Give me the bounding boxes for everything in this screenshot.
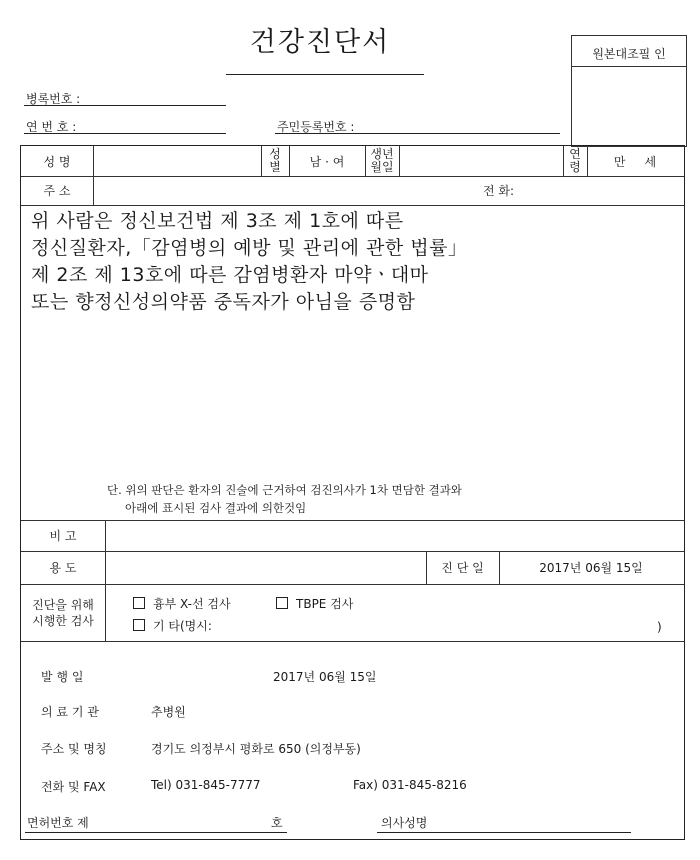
issue-date-label: 발 행 일: [41, 670, 84, 684]
address-label: 주 소: [43, 184, 71, 198]
sex-label-2: 별: [269, 160, 281, 174]
license-number-suffix: 호: [271, 816, 283, 830]
certificate-line: 정신질환자,「감염병의 예방 및 관리에 관한 법률」: [31, 237, 468, 259]
birth-date-field[interactable]: [399, 146, 563, 176]
diagnosis-date-label: 진 단 일: [441, 561, 484, 575]
age-field[interactable]: 만 세: [613, 154, 657, 169]
diagnosis-date-value: 2017년 06월 15일: [539, 561, 643, 575]
name-label: 성 명: [43, 154, 71, 169]
purpose-label: 용 도: [49, 561, 77, 575]
remarks-field[interactable]: [105, 520, 683, 551]
note-line-1: 단. 위의 판단은 환자의 진술에 근거하여 검진의사가 1차 면담한 결과와: [107, 483, 462, 497]
record-number-label: 병록번호 :: [26, 92, 81, 106]
age-label-1: 연: [569, 147, 581, 161]
purpose-field[interactable]: [105, 551, 426, 584]
chest-xray-label: 흉부 X-선 검사: [153, 597, 231, 611]
name-field[interactable]: [93, 146, 261, 176]
tbpe-checkbox[interactable]: [276, 597, 288, 609]
chest-xray-checkbox[interactable]: [133, 597, 145, 609]
sex-label-1: 성: [269, 147, 281, 161]
birth-label-2: 월일: [370, 160, 394, 174]
serial-number-label: 연 번 호 :: [26, 120, 77, 134]
age-label-2: 령: [569, 160, 581, 174]
phone-fax-label: 전화 및 FAX: [41, 780, 106, 794]
certificate-line: 제 2조 제 13호에 따른 감염병환자 마약ㆍ대마: [31, 264, 429, 286]
other-test-option[interactable]: [133, 617, 212, 634]
stamp-divider: [572, 66, 686, 67]
other-test-label: 기 타(명시:: [153, 619, 212, 633]
certificate-line: 위 사람은 정신보건법 제 3조 제 1호에 따른: [31, 210, 404, 232]
institution-address-value: 경기도 의정부시 평화로 650 (의정부동): [151, 742, 361, 756]
phone-label: 전 화:: [483, 184, 515, 198]
doctor-name-label: 의사성명: [381, 816, 428, 830]
record-number-line: [24, 105, 226, 106]
birth-label: [365, 146, 399, 176]
health-certificate-form: [20, 145, 685, 840]
note-line-2: 아래에 표시된 검사 결과에 의한것임: [125, 501, 307, 515]
institution-value: 추병원: [151, 705, 186, 719]
license-number-label: 면허번호 제: [27, 816, 89, 830]
issue-date-value: 2017년 06월 15일: [273, 670, 377, 684]
tests-label: [21, 584, 105, 641]
sex-label: [261, 146, 289, 176]
document-title: 건강진단서: [249, 27, 391, 58]
birth-label-1: 생년: [370, 147, 394, 161]
tbpe-option[interactable]: [276, 595, 353, 612]
tests-label-2: 시행한 검사: [32, 613, 94, 628]
chest-xray-option[interactable]: [133, 595, 231, 612]
resident-number-label: 주민등록번호 :: [277, 120, 355, 134]
institution-address-label: 주소 및 명칭: [41, 742, 107, 756]
age-label: [563, 146, 587, 176]
certificate-statement: [31, 208, 467, 316]
other-test-close-paren: ): [657, 620, 662, 634]
other-test-checkbox[interactable]: [133, 619, 145, 631]
tel-value: Tel) 031-845-7777: [151, 778, 261, 792]
tests-label-1: 진단을 위해: [32, 597, 94, 612]
certificate-line: 또는 향정신성의약품 중독자가 아님을 증명함: [31, 291, 416, 313]
license-number-line: [25, 832, 287, 833]
institution-label: 의 료 기 관: [41, 705, 99, 719]
serial-number-line: [24, 133, 226, 134]
doctor-name-line: [377, 832, 631, 833]
title-underline: [226, 74, 424, 75]
tbpe-label: TBPE 검사: [296, 597, 354, 611]
fax-value: Fax) 031-845-8216: [353, 778, 467, 792]
remarks-label: 비 고: [49, 529, 77, 543]
sex-selector[interactable]: 남 · 여: [309, 154, 345, 169]
address-field[interactable]: [93, 176, 483, 205]
resident-number-line: [275, 133, 560, 134]
original-verified-stamp-box: [571, 35, 687, 147]
stamp-label: 원본대조필 인: [592, 47, 666, 61]
